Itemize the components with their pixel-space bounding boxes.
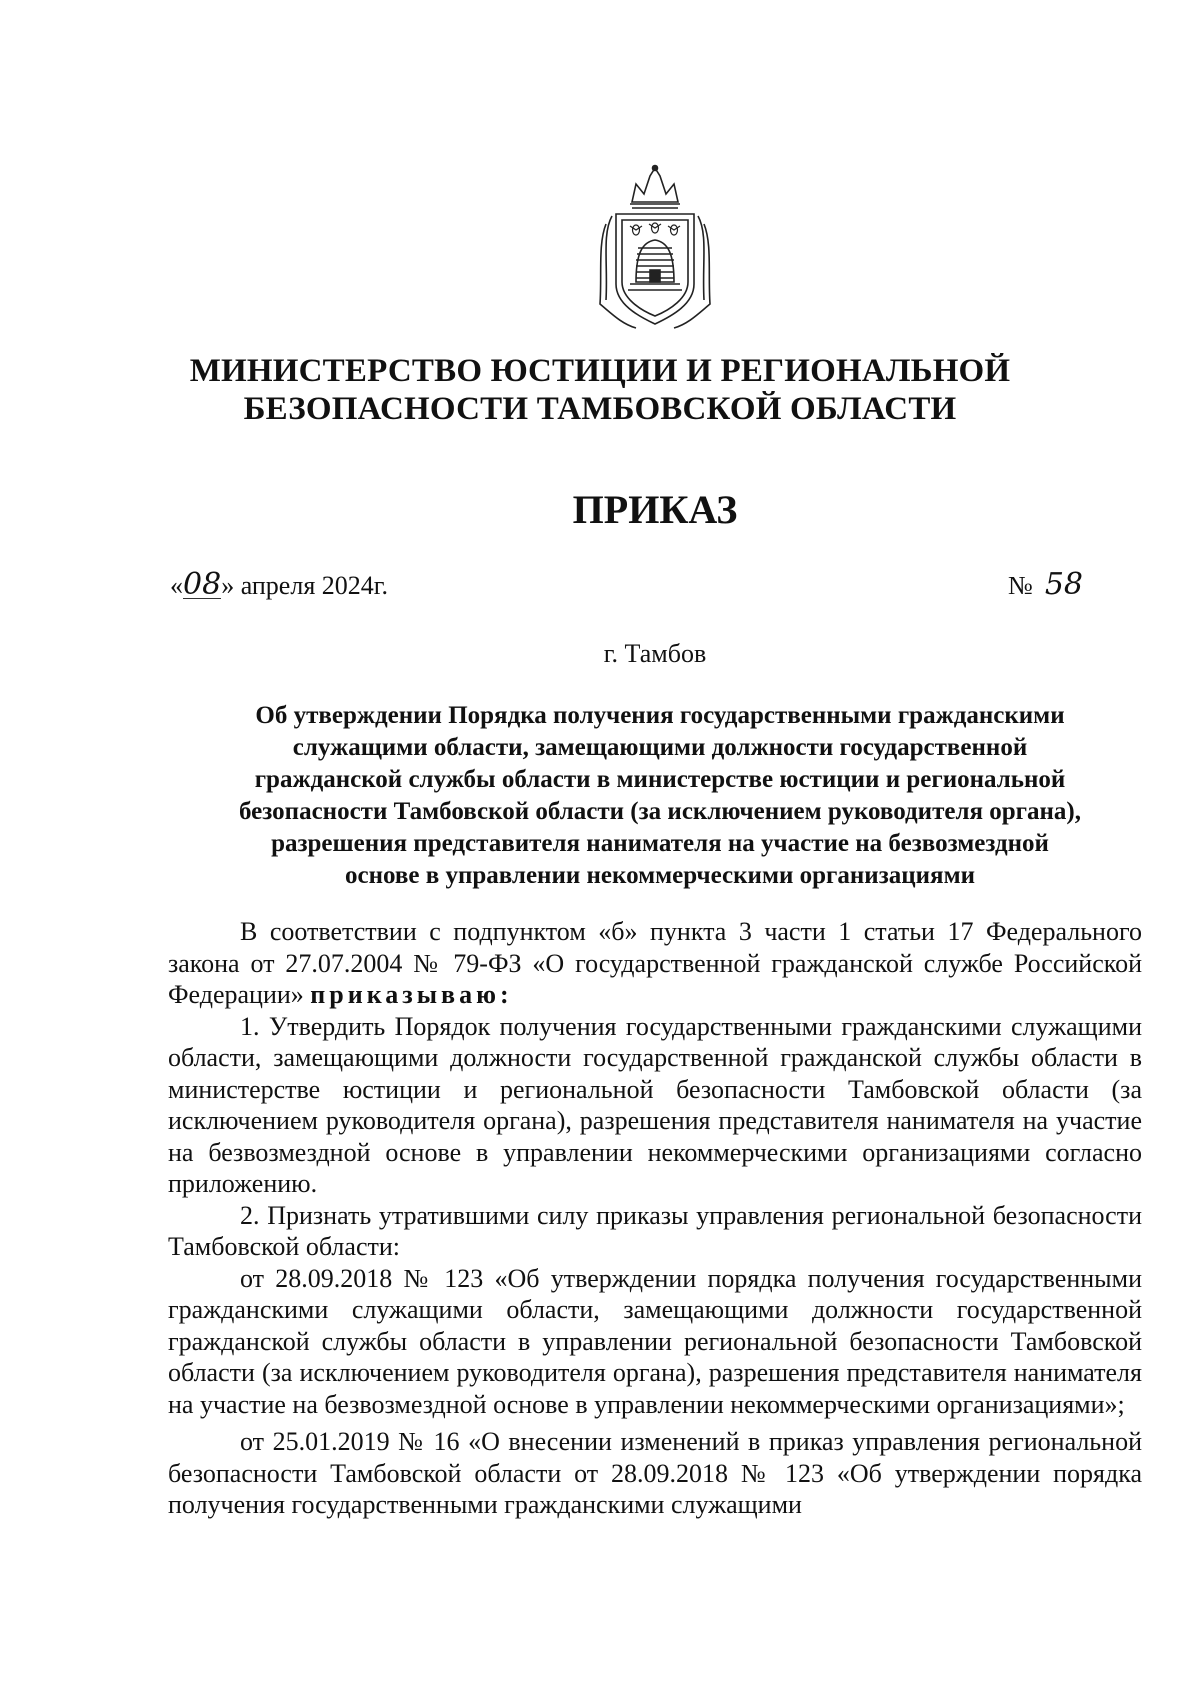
subject-line: Об утверждении Порядка получения государственными гражданскими — [255, 702, 1065, 729]
tambov-coat-of-arms-icon — [592, 164, 718, 330]
preamble-paragraph — [168, 916, 1142, 1011]
preamble-text: В соответствии с подпунктом «б» пункта 3 части 1 статьи 17 Федерального закона от 27.07.2004 № 79-ФЗ «О государственной гражданской службе Российской Федерации» — [168, 917, 1142, 1009]
number-label: № — [1008, 571, 1033, 600]
subject-line: разрешения представителя нанимателя на участие на безвозмездной — [271, 830, 1049, 857]
subject-line: служащими области, замещающими должности государственной — [292, 734, 1028, 761]
city: г. Тамбов — [603, 639, 707, 668]
document-type: ПРИКАЗ — [572, 487, 738, 532]
subject-line: безопасности Тамбовской области (за исключением руководителя органа), — [239, 798, 1081, 825]
ministry-line-2: БЕЗОПАСНОСТИ ТАМБОВСКОЙ ОБЛАСТИ — [243, 391, 957, 427]
subject-line: гражданской службы области в министерстве юстиции и региональной — [254, 766, 1066, 793]
order-number — [1008, 567, 1083, 602]
order-date — [170, 567, 389, 602]
number-handwritten: 58 — [1044, 567, 1083, 602]
date-close-quote: » — [221, 571, 235, 600]
subject-line: основе в управлении некоммерческими организациями — [344, 862, 976, 889]
date-open-quote: « — [170, 571, 183, 600]
date-month-year: апреля 2024г. — [234, 571, 389, 600]
ministry-name — [150, 352, 1050, 428]
item-1-paragraph: 1. Утвердить Порядок получения государственными гражданскими служащими области, замещающими должности государственной гражданской службы области в министерстве юстиции и региональной безопасности Тамбовской области (за исключением руководителя органа), разрешения представителя нанимателя на участие на безвозмездной основе в управлении некоммерческими организациями согласно приложению. — [168, 1011, 1142, 1198]
item-2a-paragraph: от 28.09.2018 № 123 «Об утверждении порядка получения государственными гражданскими служащими области, замещающими должности государственной гражданской службы области в управлении региональной безопасности Тамбовской области (за исключением руководителя органа), разрешения представителя нанимателя на участие на безвозмездной основе в управлении некоммерческими организациями»; — [168, 1263, 1142, 1419]
date-day-handwritten: 08 — [183, 567, 222, 602]
preamble-command: приказываю: — [310, 980, 513, 1009]
order-subject — [165, 700, 1155, 892]
item-2b-paragraph: от 25.01.2019 № 16 «О внесении изменений в приказ управления региональной безопасности Тамбовской области от 28.09.2018 № 123 «Об утверждении порядка получения государственными гражданскими служащими — [168, 1427, 1142, 1519]
item-2-paragraph: 2. Признать утратившими силу приказы управления региональной безопасности Тамбовской области: — [168, 1200, 1142, 1261]
ministry-line-1: МИНИСТЕРСТВО ЮСТИЦИИ И РЕГИОНАЛЬНОЙ — [189, 353, 1011, 389]
order-body — [168, 916, 1142, 1521]
